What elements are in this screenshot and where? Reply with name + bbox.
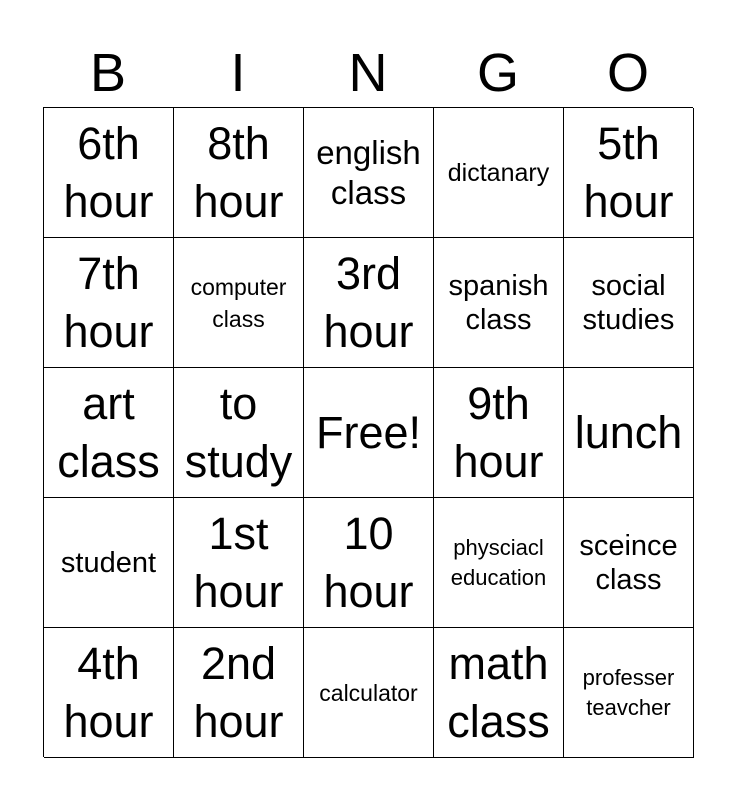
bingo-cell[interactable] xyxy=(564,498,694,628)
cell-label: 7th hour xyxy=(63,247,154,357)
free-space-cell[interactable] xyxy=(304,368,434,498)
cell-label: 10 hour xyxy=(323,507,414,617)
bingo-cell[interactable] xyxy=(564,238,694,368)
cell-label: physciacl education xyxy=(450,534,547,590)
bingo-cell[interactable] xyxy=(174,368,304,498)
cell-label: computer class xyxy=(190,273,287,332)
bingo-header xyxy=(43,42,693,104)
bingo-cell[interactable] xyxy=(434,628,564,758)
bingo-cell[interactable] xyxy=(564,108,694,238)
bingo-cell[interactable] xyxy=(304,238,434,368)
header-letter-o: O xyxy=(606,43,649,103)
bingo-cell[interactable] xyxy=(44,498,174,628)
cell-label: 9th hour xyxy=(453,377,544,487)
bingo-cell[interactable] xyxy=(304,498,434,628)
cell-label: social studies xyxy=(582,269,675,336)
bingo-cell[interactable] xyxy=(44,108,174,238)
cell-label: 2nd hour xyxy=(193,637,284,747)
bingo-cell[interactable] xyxy=(304,628,434,758)
cell-label: 6th hour xyxy=(63,117,154,227)
cell-label: 3rd hour xyxy=(323,247,414,357)
cell-label: 5th hour xyxy=(583,117,674,227)
header-letter-i: I xyxy=(230,43,246,103)
bingo-cell[interactable] xyxy=(564,628,694,758)
cell-label: sceince class xyxy=(579,529,678,596)
bingo-cell[interactable] xyxy=(44,368,174,498)
cell-label: to study xyxy=(184,377,293,487)
bingo-cell[interactable] xyxy=(434,498,564,628)
header-letter-b: B xyxy=(89,43,127,103)
cell-label: professer teavcher xyxy=(582,664,675,720)
bingo-cell[interactable] xyxy=(174,628,304,758)
cell-label: math class xyxy=(447,637,550,747)
cell-label: Free! xyxy=(315,406,422,458)
bingo-cell[interactable] xyxy=(564,368,694,498)
bingo-cell[interactable] xyxy=(434,108,564,238)
cell-label: 1st hour xyxy=(193,507,284,617)
cell-label: art class xyxy=(57,377,160,487)
cell-label: student xyxy=(60,546,157,579)
cell-label: dictanary xyxy=(447,158,550,187)
cell-label: spanish class xyxy=(448,269,549,336)
cell-label: calculator xyxy=(319,679,418,706)
bingo-cell[interactable] xyxy=(174,108,304,238)
cell-label: english class xyxy=(316,133,421,211)
bingo-cell[interactable] xyxy=(304,108,434,238)
bingo-cell[interactable] xyxy=(174,498,304,628)
header-letter-n: N xyxy=(348,43,388,103)
cell-label: lunch xyxy=(574,406,683,458)
cell-label: 8th hour xyxy=(193,117,284,227)
bingo-cell[interactable] xyxy=(174,238,304,368)
bingo-cell[interactable] xyxy=(434,368,564,498)
header-letter-g: G xyxy=(476,43,519,103)
bingo-board xyxy=(43,107,693,757)
bingo-cell[interactable] xyxy=(44,628,174,758)
bingo-cell[interactable] xyxy=(434,238,564,368)
cell-label: 4th hour xyxy=(63,637,154,747)
bingo-cell[interactable] xyxy=(44,238,174,368)
